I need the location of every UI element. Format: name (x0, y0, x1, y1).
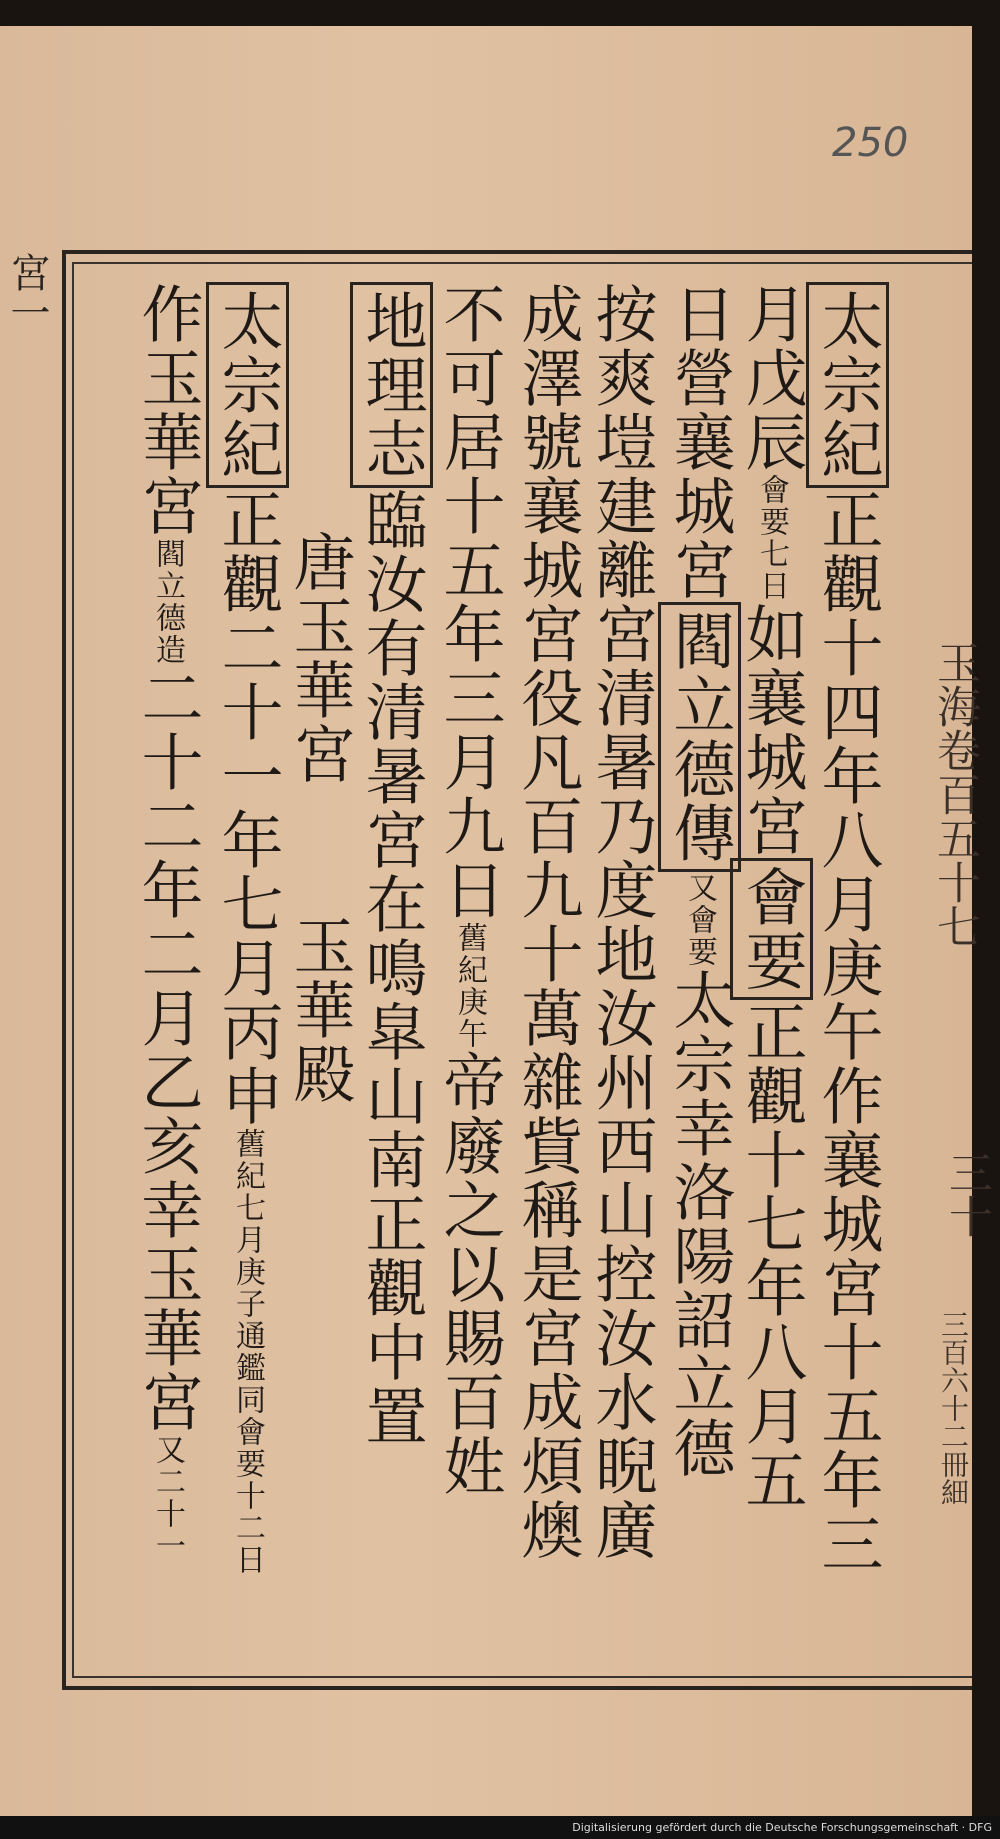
text-column (736, 282, 806, 1512)
text-column (212, 282, 282, 1576)
interlinear-note: 又會要 (682, 872, 717, 968)
main-text: 正觀十四年八月庚午作襄城宮十五年三 (811, 488, 884, 1576)
text-column (512, 282, 582, 1562)
main-text: 太宗幸洛陽詔立德 (663, 968, 736, 1480)
interlinear-note: 舊紀庚午 (452, 922, 487, 1050)
main-text: 作玉華宮 (131, 282, 204, 538)
main-text: 月戊辰 (735, 282, 808, 474)
text-column (132, 282, 202, 1562)
side-note: 三百六十二冊細 (937, 1310, 970, 1506)
main-text: 正觀十七年八月五 (735, 1000, 808, 1512)
text-column (434, 282, 504, 1498)
boxed-source-label: 會要 (730, 858, 813, 1000)
text-column (586, 282, 656, 1562)
boxed-source-label: 閻立德傳 (658, 602, 741, 872)
main-text: 正觀二十一年七月丙申 (211, 488, 284, 1128)
main-text: 臨汝有清暑宮在鳴皐山南正觀中置 (355, 488, 428, 1448)
boxed-source-label: 地理志 (350, 282, 433, 488)
main-text: 帝廢之以賜百姓 (433, 1050, 506, 1498)
side-header: 玉海卷百五十七 (929, 640, 980, 948)
main-text: 日營襄城宮 (663, 282, 736, 602)
main-text: 唐玉華宮 玉華殿 (283, 530, 356, 1106)
interlinear-note: 閻立德造 (150, 538, 185, 666)
text-column (284, 530, 354, 1106)
boxed-source-label: 太宗紀 (206, 282, 289, 488)
main-text: 不可居十五年三月九日 (433, 282, 506, 922)
text-column (664, 282, 734, 1480)
interlinear-note: 又二十一 (150, 1434, 185, 1562)
digitization-footer: Digitalisierung gefördert durch die Deutsche Forschungsgemeinschaft · DFG (0, 1816, 1000, 1839)
interlinear-note: 會要七日 (754, 474, 789, 602)
page-number: 250 (832, 120, 909, 166)
main-text: 成澤號襄城宮役凡百九十萬雜貲稱是宮成煩燠 (511, 282, 584, 1562)
main-text: 二十二年二月乙亥幸玉華宮 (131, 666, 204, 1434)
main-text: 按爽塏建離宮清暑乃度地汝州西山控汝水睨廣 (585, 282, 658, 1562)
interlinear-note: 舊紀七月庚子通鑑同會要十二日 (230, 1128, 265, 1576)
text-column (812, 282, 882, 1576)
main-text: 如襄城宮 (735, 602, 808, 858)
side-folio: 三十 (941, 1150, 992, 1238)
boxed-source-label: 太宗紀 (806, 282, 889, 488)
tab-mark: 宮一 (4, 252, 50, 332)
text-column (356, 282, 426, 1448)
